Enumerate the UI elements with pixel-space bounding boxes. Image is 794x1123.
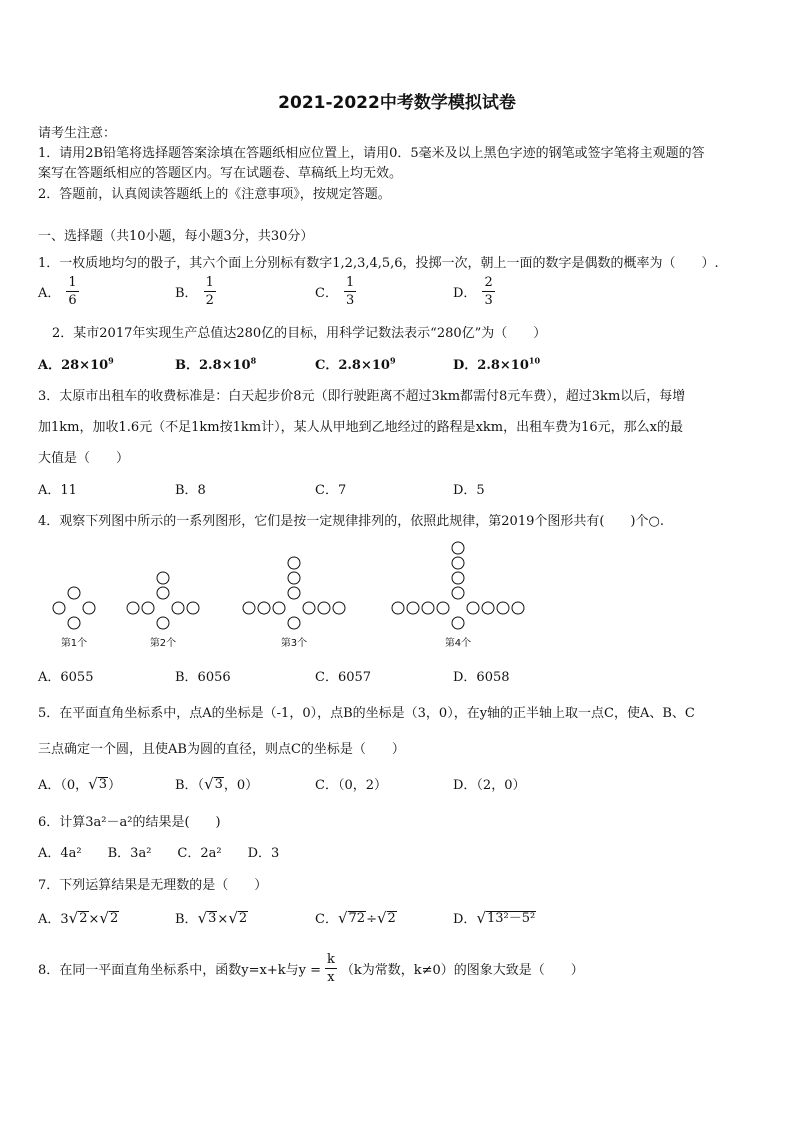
figure-2-circle — [172, 602, 184, 614]
numerator: 2 — [484, 275, 493, 290]
option-label: C． — [315, 286, 338, 301]
option-exponent: 9 — [389, 355, 396, 366]
fraction — [204, 276, 216, 307]
q4-option-c: C．6057 — [315, 670, 372, 685]
q5-option-b — [175, 774, 258, 793]
question-8 — [38, 953, 584, 984]
radicand: 13²－5² — [487, 910, 536, 926]
figure-4-circle — [452, 572, 464, 584]
figure-3-circle — [288, 587, 300, 599]
question-3-line-1: 3．太原市出租车的收费标准是：白天起步价8元（即行驶距离不超过3km都需付8元车费），超过3km以后，每增 — [38, 389, 686, 404]
q5-option-d: D．（2，0） — [453, 778, 526, 793]
q8-text-prefix: 8．在同一平面直角坐标系中，函数y=x+k与y = — [38, 963, 321, 978]
figure-3-circle — [288, 617, 300, 629]
q4-option-a: A．6055 — [38, 670, 94, 685]
denominator: 2 — [205, 293, 214, 308]
figure-2-circle — [187, 602, 199, 614]
q2-option-d — [453, 354, 540, 373]
q5-option-b-suffix: ，0） — [223, 778, 259, 793]
question-5-line-1: 5．在平面直角坐标系中，点A的坐标是（-1，0），点B的坐标是（3，0），在y轴的正半轴上取一点C，使A、B、C — [38, 706, 695, 721]
question-5-line-2: 三点确定一个圆，且使AB为圆的直径，则点C的坐标是（ ） — [38, 742, 405, 757]
q3-option-b: B．8 — [175, 483, 206, 498]
sqrt-symbol: √ 3 — [197, 909, 217, 927]
figure-3-circle — [333, 602, 345, 614]
denominator: 3 — [345, 293, 355, 308]
q3-option-a: A．11 — [38, 483, 77, 498]
sqrt-symbol: √ 2 — [376, 909, 396, 927]
q7-option-a — [38, 908, 119, 927]
figure-4-circle — [452, 557, 464, 569]
denominator: 6 — [68, 293, 77, 308]
radicand: 2 — [79, 910, 88, 926]
fraction — [66, 276, 78, 307]
figure-4-circle — [422, 602, 434, 614]
q5-option-a-prefix: A．（0， — [38, 778, 89, 793]
figure-2-circle — [142, 602, 154, 614]
radicand: 3 — [98, 776, 108, 792]
figure-label: 第2个 — [149, 638, 177, 649]
sqrt-symbol: √ 2 — [99, 909, 119, 927]
fraction — [482, 276, 494, 307]
option-base: 2.8×10 — [338, 358, 390, 373]
sqrt-symbol: √ 72 — [337, 909, 366, 927]
option-base: 28×10 — [61, 358, 109, 373]
notice-item-1a: 1．请用2B铅笔将选择题答案涂填在答题纸相应位置上，请用0．5毫米及以上黑色字迹的钢笔或签字笔将主观题的答 — [38, 146, 705, 161]
figure-1-circle — [83, 602, 95, 614]
q5-option-a — [38, 774, 121, 793]
figure-2-circle — [157, 572, 169, 584]
figure-1-circle — [68, 617, 80, 629]
q2-option-b — [175, 354, 256, 373]
q7-option-d-label: D． — [453, 912, 477, 927]
q3-option-c: C．7 — [315, 483, 347, 498]
option-label: B． — [175, 358, 199, 373]
q4-option-b: B．6056 — [175, 670, 231, 685]
option-label: A． — [38, 358, 62, 373]
q5-option-c: C．（0，2） — [315, 778, 387, 793]
radicand: 2 — [109, 910, 119, 926]
radicand: 2 — [387, 910, 396, 926]
q7-option-b-label: B． — [175, 912, 198, 927]
figure-4-circle — [512, 602, 524, 614]
option-exponent: 8 — [250, 355, 257, 366]
q8-text-suffix: （k为常数，k≠0）的图象大致是（ ） — [340, 963, 584, 978]
operator: × — [88, 912, 100, 927]
figure-3-circle — [288, 572, 300, 584]
figure-label: 第3个 — [280, 638, 308, 649]
q2-option-c — [315, 354, 396, 373]
q1-option-c — [315, 276, 356, 307]
denominator: x — [327, 970, 335, 985]
option-label: B． — [175, 286, 198, 301]
sqrt-symbol: √ 3 — [204, 775, 223, 793]
figure-4-circle — [497, 602, 509, 614]
figure-4-circle — [467, 602, 479, 614]
q1-option-d — [453, 276, 495, 307]
figure-3-circle — [303, 602, 315, 614]
figure-4-circle — [437, 602, 449, 614]
sqrt-symbol: √ 3 — [88, 775, 108, 793]
q3-option-d: D．5 — [453, 483, 485, 498]
figure-2-circle — [127, 602, 139, 614]
figure-3-circle — [318, 602, 330, 614]
question-7: 7．下列运算结果是无理数的是（ ） — [38, 878, 268, 893]
numerator: 1 — [68, 275, 77, 290]
q7-option-c-label: C． — [315, 912, 338, 927]
notice-heading: 请考生注意： — [38, 126, 117, 141]
notice-item-1b: 案写在答题纸相应的答题区内。写在试题卷、草稿纸上均无效。 — [38, 166, 403, 181]
question-3-line-2: 加1km，加收1.6元（不足1km按1km计），某人从甲地到乙地经过的路程是xkm，出租车费为16元，那么x的最 — [38, 420, 684, 435]
figure-1-circle — [68, 587, 80, 599]
option-label: D． — [453, 358, 478, 373]
numerator: 1 — [345, 275, 355, 290]
q1-option-b — [175, 276, 216, 307]
option-label: D． — [453, 286, 477, 301]
figure-1-circle — [53, 602, 65, 614]
figure-3-circle — [258, 602, 270, 614]
figure-4-circle — [392, 602, 404, 614]
notice-item-2: 2．答题前，认真阅读答题纸上的《注意事项》，按规定答题。 — [38, 187, 391, 202]
figure-3-circle — [243, 602, 255, 614]
sqrt-symbol: √ 2 — [228, 909, 248, 927]
fraction — [344, 276, 356, 307]
option-base: 2.8×10 — [477, 358, 529, 373]
q2-option-a — [38, 354, 114, 373]
question-2: 2．某市2017年实现生产总值达280亿的目标，用科学记数法表示“280亿”为（ ） — [52, 326, 547, 341]
section-heading: 一、选择题（共10小题，每小题3分，共30分） — [38, 229, 314, 244]
radicand: 2 — [238, 910, 248, 926]
numerator: 1 — [205, 275, 214, 290]
sqrt-symbol: √ 2 — [68, 909, 88, 927]
option-label: A． — [38, 286, 61, 301]
figure-3-circle — [273, 602, 285, 614]
option-base: 2.8×10 — [199, 358, 251, 373]
q5-option-a-suffix: ） — [108, 778, 122, 793]
figure-4-circle — [452, 542, 464, 554]
radicand: 3 — [214, 776, 223, 792]
figure-label: 第4个 — [444, 638, 472, 649]
operator: ÷ — [366, 912, 377, 927]
question-4: 4．观察下列图中所示的一系列图形，它们是按一定规律排列的，依照此规律，第2019个图形共有( )个○. — [38, 514, 664, 529]
question-3-line-3: 大值是（ ） — [38, 451, 130, 466]
figure-4-circle — [452, 587, 464, 599]
figure-label: 第1个 — [60, 638, 88, 649]
q6-options: A．4a² B．3a² C．2a² D．3 — [38, 846, 280, 861]
figure-4-circle — [407, 602, 419, 614]
circle-pattern-figures — [38, 538, 538, 653]
radicand: 72 — [348, 910, 366, 926]
figure-4-circle — [452, 617, 464, 629]
numerator: k — [326, 952, 335, 967]
option-label: C． — [315, 358, 339, 373]
question-6: 6．计算3a²－a²的结果是( ) — [38, 815, 221, 830]
figure-2-circle — [157, 617, 169, 629]
figure-4-circle — [482, 602, 494, 614]
denominator: 3 — [484, 293, 493, 308]
option-exponent: 10 — [528, 355, 541, 366]
q5-option-b-prefix: B．（ — [175, 778, 205, 793]
question-1: 1．一枚质地均匀的骰子，其六个面上分别标有数字1,2,3,4,5,6，投掷一次，朝上一面的数字是偶数的概率为（ ）. — [38, 256, 719, 271]
operator: × — [217, 912, 229, 927]
radicand: 3 — [208, 910, 217, 926]
q7-option-c — [315, 908, 397, 927]
figure-2-circle — [157, 587, 169, 599]
figure-3-circle — [288, 557, 300, 569]
sqrt-symbol: √ 13²－5² — [476, 909, 536, 927]
q7-option-a-label: A．3 — [38, 912, 69, 927]
q7-option-b — [175, 908, 248, 927]
q7-option-d — [453, 908, 536, 927]
q4-option-d: D．6058 — [453, 670, 510, 685]
fraction — [325, 953, 337, 984]
q1-option-a — [38, 276, 79, 307]
page-title: 2021-2022中考数学模拟试卷 — [278, 93, 516, 113]
option-exponent: 9 — [108, 355, 114, 366]
